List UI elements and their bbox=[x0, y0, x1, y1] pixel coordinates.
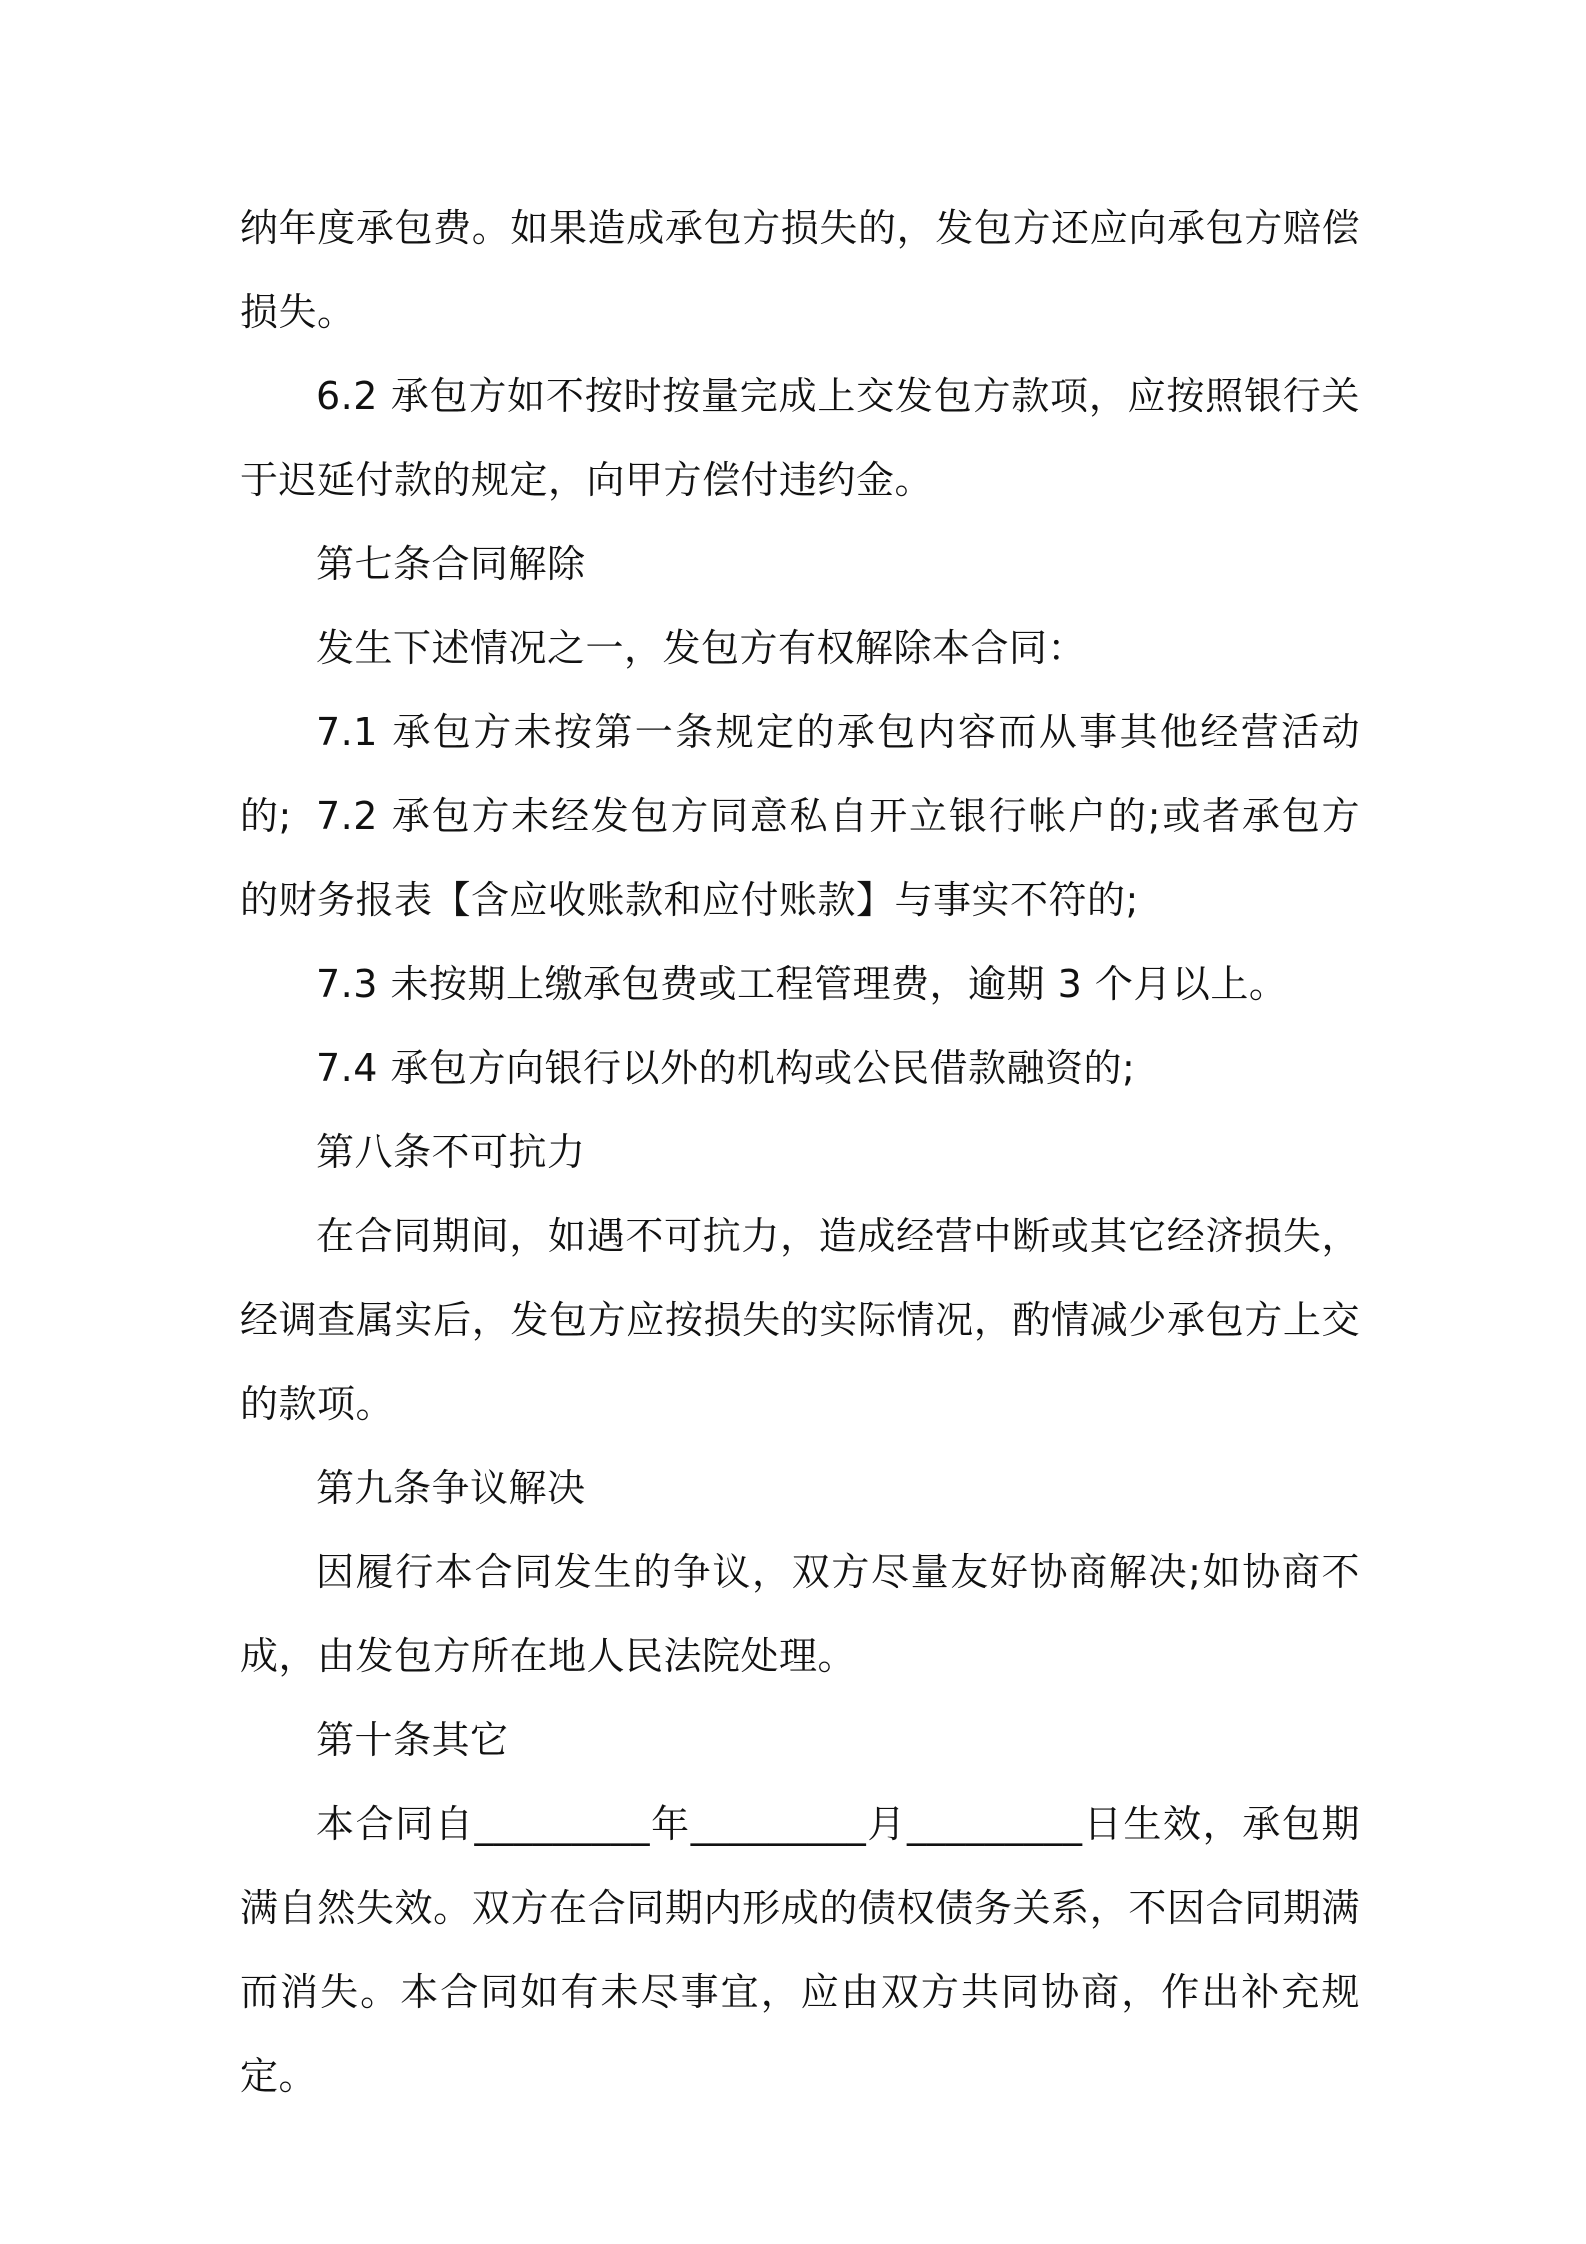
heading-article-9: 第九条争议解决 bbox=[316, 1466, 586, 1510]
paragraph-force-majeure: 在合同期间，如遇不可抗力，造成经营中断或其它经济损失，经调查属实后，发包方应按损失的实际情况，酌情减少承包方上交的款项。 bbox=[240, 1214, 1360, 1426]
heading-article-7: 第七条合同解除 bbox=[316, 542, 586, 586]
heading-article-10: 第十条其它 bbox=[316, 1718, 509, 1762]
paragraph-clause-7-3: 7.3 未按期上缴承包费或工程管理费，逾期 3 个月以上。 bbox=[316, 962, 1288, 1006]
paragraph-clause-6-2: 6.2 承包方如不按时按量完成上交发包方款项，应按照银行关于迟延付款的规定，向甲方偿付违约金。 bbox=[240, 374, 1360, 502]
paragraph-effective-date: 本合同自_________年_________月_________日生效，承包期满自然失效。双方在合同期内形成的债权债务关系，不因合同期满而消失。本合同如有未尽事宜，应由双方共同协商，作出补充规定。 bbox=[240, 1802, 1360, 2098]
paragraph-clause-7-4: 7.4 承包方向银行以外的机构或公民借款融资的; bbox=[316, 1046, 1136, 1090]
paragraph-termination-intro: 发生下述情况之一，发包方有权解除本合同： bbox=[316, 626, 1087, 670]
paragraph-clause-7-2: 7.2 承包方未经发包方同意私自开立银行帐户的;或者承包方的财务报表【含应收账款和应付账款】与事实不符的; bbox=[240, 794, 1360, 922]
paragraph-clause-7-1: 7.1 承包方未按第一条规定的承包内容而从事其他经营活动的; bbox=[240, 710, 1360, 838]
paragraph-dispute-resolution: 因履行本合同发生的争议，双方尽量友好协商解决;如协商不成，由发包方所在地人民法院处理。 bbox=[240, 1550, 1360, 1678]
paragraph-compensation: 纳年度承包费。如果造成承包方损失的，发包方还应向承包方赔偿损失。 bbox=[240, 206, 1360, 334]
heading-article-8: 第八条不可抗力 bbox=[316, 1130, 586, 1174]
